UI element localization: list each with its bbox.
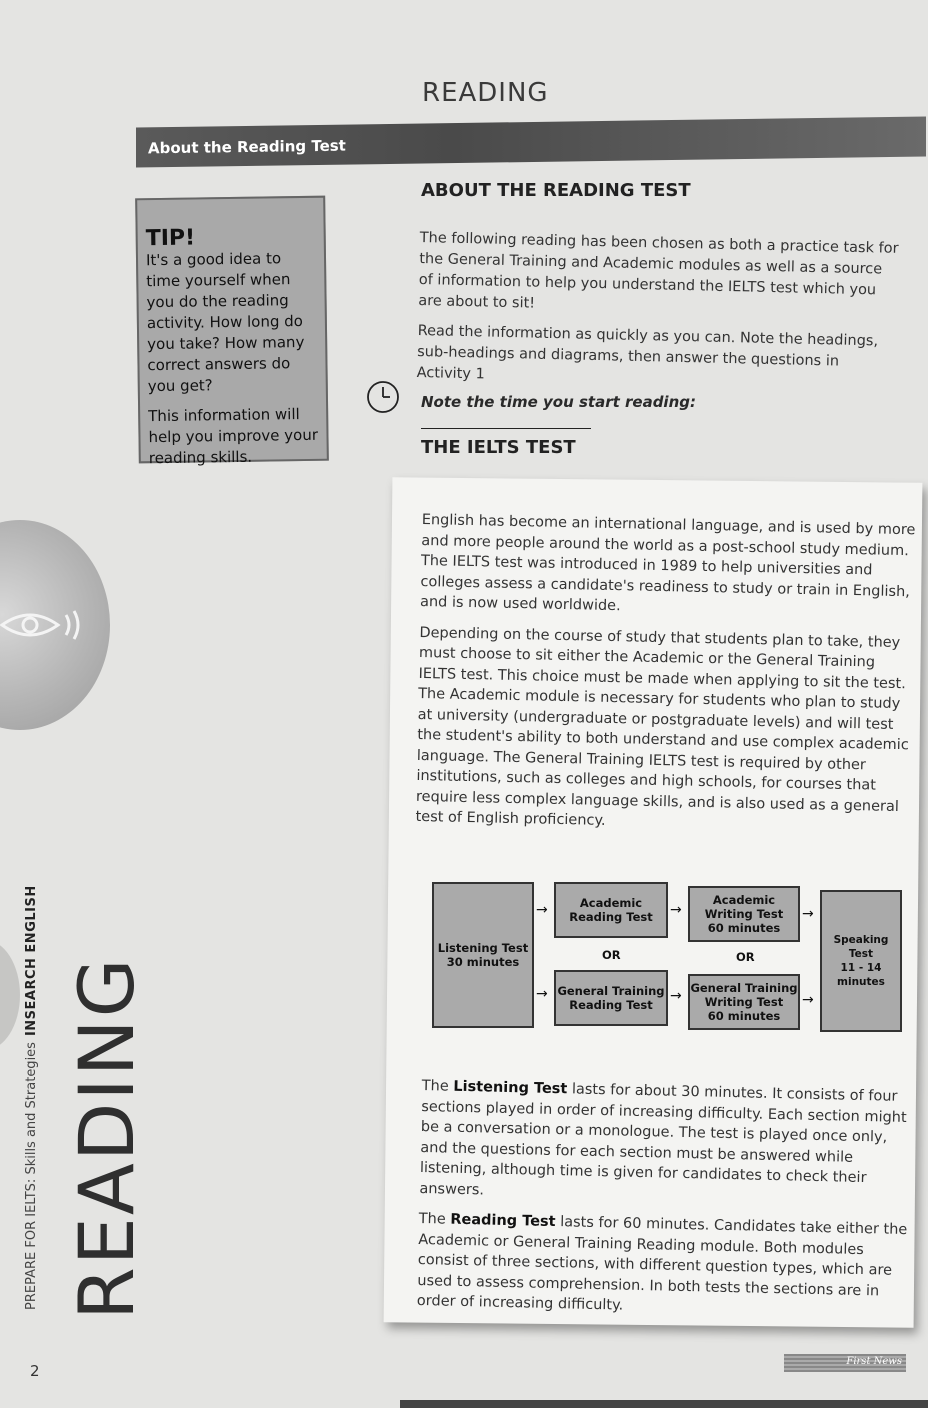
listening-rest: lasts for about 30 minutes. It consists of four sections played in order of increasing difficulty. Each section might be a conversation or a monologue. The test is played once only, and the questions for each section must be answered while listening, although time is given for candidates to check their answers.	[419, 1081, 907, 1198]
general-writing-line2: Writing Test	[704, 995, 784, 1009]
academic-reading-box	[554, 882, 668, 938]
speaking-duration: 11 - 14 minutes	[837, 962, 885, 988]
listening-duration: 30 minutes	[446, 955, 520, 969]
academic-writing-line3: 60 minutes	[707, 921, 781, 935]
general-writing-line3: 60 minutes	[707, 1009, 781, 1023]
arrow-icon: →	[670, 988, 682, 1004]
side-decoration-2	[0, 940, 20, 1050]
reading-bold: Reading Test	[450, 1211, 556, 1231]
arrow-icon: →	[536, 986, 548, 1002]
tip-box	[135, 196, 329, 468]
start-time-blank[interactable]	[421, 414, 591, 429]
academic-writing-box	[688, 886, 800, 942]
or-label: OR	[736, 950, 755, 964]
page-number: 2	[30, 1362, 40, 1380]
about-intro	[416, 228, 900, 404]
general-reading-line2: Reading Test	[569, 998, 653, 1012]
about-heading: ABOUT THE READING TEST	[421, 180, 691, 201]
test-flowchart	[430, 878, 910, 1038]
listening-box	[432, 882, 534, 1028]
speaking-title: Speaking Test	[833, 934, 889, 960]
page-title: READING	[422, 78, 549, 108]
listening-title: Listening Test	[437, 941, 529, 955]
section-header-label: About the Reading Test	[148, 136, 346, 158]
arrow-icon: →	[802, 992, 814, 1008]
reading-lead: The	[418, 1210, 451, 1228]
general-reading-line1: General Training	[557, 984, 665, 998]
about-para-2: Read the information as quickly as you can. Note the headings, sub-headings and diagrams, then answer the questions in Activity 1	[416, 322, 879, 383]
footer-logo-text: First News	[846, 1356, 902, 1367]
arrow-icon: →	[802, 906, 814, 922]
tip-title: TIP!	[145, 225, 196, 252]
start-time-label: Note the time you start reading:	[421, 393, 696, 411]
reading-paragraph	[417, 1209, 914, 1323]
general-writing-line1: General Training	[690, 981, 798, 995]
side-caption-text: PREPARE FOR IELTS: Skills and Strategies	[24, 1042, 39, 1310]
start-time-field[interactable]	[421, 393, 851, 429]
general-writing-box	[688, 974, 800, 1030]
academic-reading-line1: Academic	[579, 896, 643, 910]
general-reading-box	[554, 970, 668, 1026]
ielts-heading: THE IELTS TEST	[421, 437, 576, 458]
eye-icon	[0, 605, 90, 645]
bottom-edge	[400, 1400, 928, 1408]
article-text-lower	[416, 1076, 916, 1333]
clock-icon	[365, 379, 401, 415]
footer-logo	[784, 1354, 906, 1372]
listening-bold: Listening Test	[453, 1078, 568, 1098]
side-reading-label: READING	[62, 956, 151, 1320]
tip-text-2: This information will help you improve your reading skills.	[148, 405, 319, 468]
academic-writing-line1: Academic	[712, 893, 776, 907]
about-para-1: The following reading has been chosen as both a practice task for the General Training and Academic modules as well as a source of information to help you understand the IELTS test which you are about to sit!	[418, 229, 899, 312]
side-caption-brand: INSEARCH ENGLISH	[24, 885, 39, 1037]
article-text	[415, 510, 917, 848]
ielts-para-1: English has become an international language, and is used by more and more people around the world as a post-school study medium. The IELTS test was introduced in 1989 to help universities and colleges assess a candidate's readiness to study or train in English, and is now used worldwide.	[419, 511, 916, 615]
side-caption	[24, 885, 39, 1310]
reading-rest: lasts for 60 minutes. Candidates take either the Academic or General Training Reading module. Both modules consist of three sections, with different question types, which are used to assess comprehension. In both tests the sections are in order of increasing difficulty.	[416, 1214, 908, 1314]
listening-lead: The	[421, 1077, 454, 1095]
academic-reading-line2: Reading Test	[569, 910, 653, 924]
section-header-bar	[136, 116, 926, 167]
listening-paragraph	[419, 1076, 917, 1210]
tip-text: It's a good idea to time yourself when you do the reading activity. How long do you take? How many correct answers do you get?	[145, 249, 305, 396]
arrow-icon: →	[536, 902, 548, 918]
academic-writing-line2: Writing Test	[704, 907, 784, 921]
arrow-icon: →	[670, 902, 682, 918]
ielts-para-2: Depending on the course of study that students plan to take, they must choose to sit either the Academic or the General Training IELTS test. This choice must be made when applying to sit the test. The Academic module is necessary for students who plan to study at university (undergraduate or postgraduate levels) and will test the student's ability to both understand and use complex academic language. The General Training IELTS test is required by other institutions, such as colleges and high schools, for courses that require less complex language skills, and is also used as a general test of English proficiency.	[415, 624, 909, 829]
or-label: OR	[602, 948, 621, 962]
speaking-box	[820, 890, 902, 1032]
